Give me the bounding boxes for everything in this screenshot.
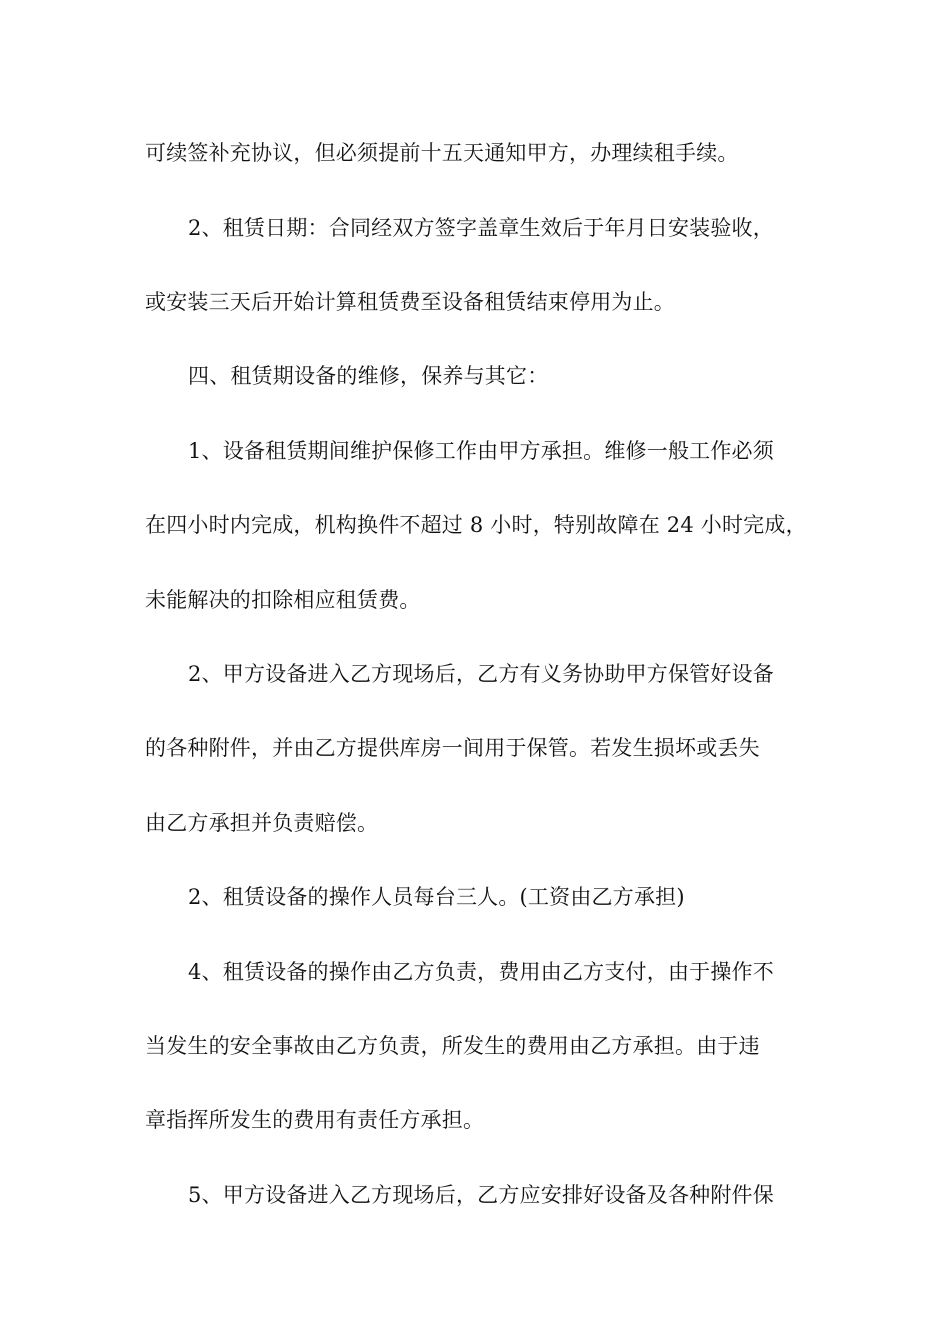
text-line-9: 的各种附件，并由乙方提供库房一间用于保管。若发生损坏或丢失 bbox=[145, 736, 760, 760]
text-line-7: 未能解决的扣除相应租赁费。 bbox=[145, 588, 421, 612]
text-line-10: 由乙方承担并负责赔偿。 bbox=[145, 811, 379, 835]
text-line-14: 章指挥所发生的费用有责任方承担。 bbox=[145, 1108, 485, 1132]
text-line-2: 2、租赁日期：合同经双方签字盖章生效后于年月日安装验收， bbox=[188, 216, 774, 240]
text-line-12: 4、租赁设备的操作由乙方负责，费用由乙方支付，由于操作不 bbox=[188, 960, 774, 984]
text-line-15: 5、甲方设备进入乙方现场后，乙方应安排好设备及各种附件保 bbox=[188, 1183, 774, 1207]
section-heading: 四、租赁期设备的维修，保养与其它： bbox=[188, 364, 549, 388]
text-line-3: 或安装三天后开始计算租赁费至设备租赁结束停用为止。 bbox=[145, 290, 675, 314]
text-line-8: 2、甲方设备进入乙方现场后，乙方有义务协助甲方保管好设备 bbox=[188, 662, 774, 686]
text-line-11: 2、租赁设备的操作人员每台三人。(工资由乙方承担) bbox=[188, 885, 685, 909]
text-line-5: 1、设备租赁期间维护保修工作由甲方承担。维修一般工作必须 bbox=[188, 439, 774, 463]
text-line-1: 可续签补充协议，但必须提前十五天通知甲方，办理续租手续。 bbox=[145, 141, 739, 165]
text-line-6: 在四小时内完成，机构换件不超过 8 小时，特别故障在 24 小时完成， bbox=[145, 513, 807, 537]
text-line-13: 当发生的安全事故由乙方负责，所发生的费用由乙方承担。由于违 bbox=[145, 1034, 760, 1058]
